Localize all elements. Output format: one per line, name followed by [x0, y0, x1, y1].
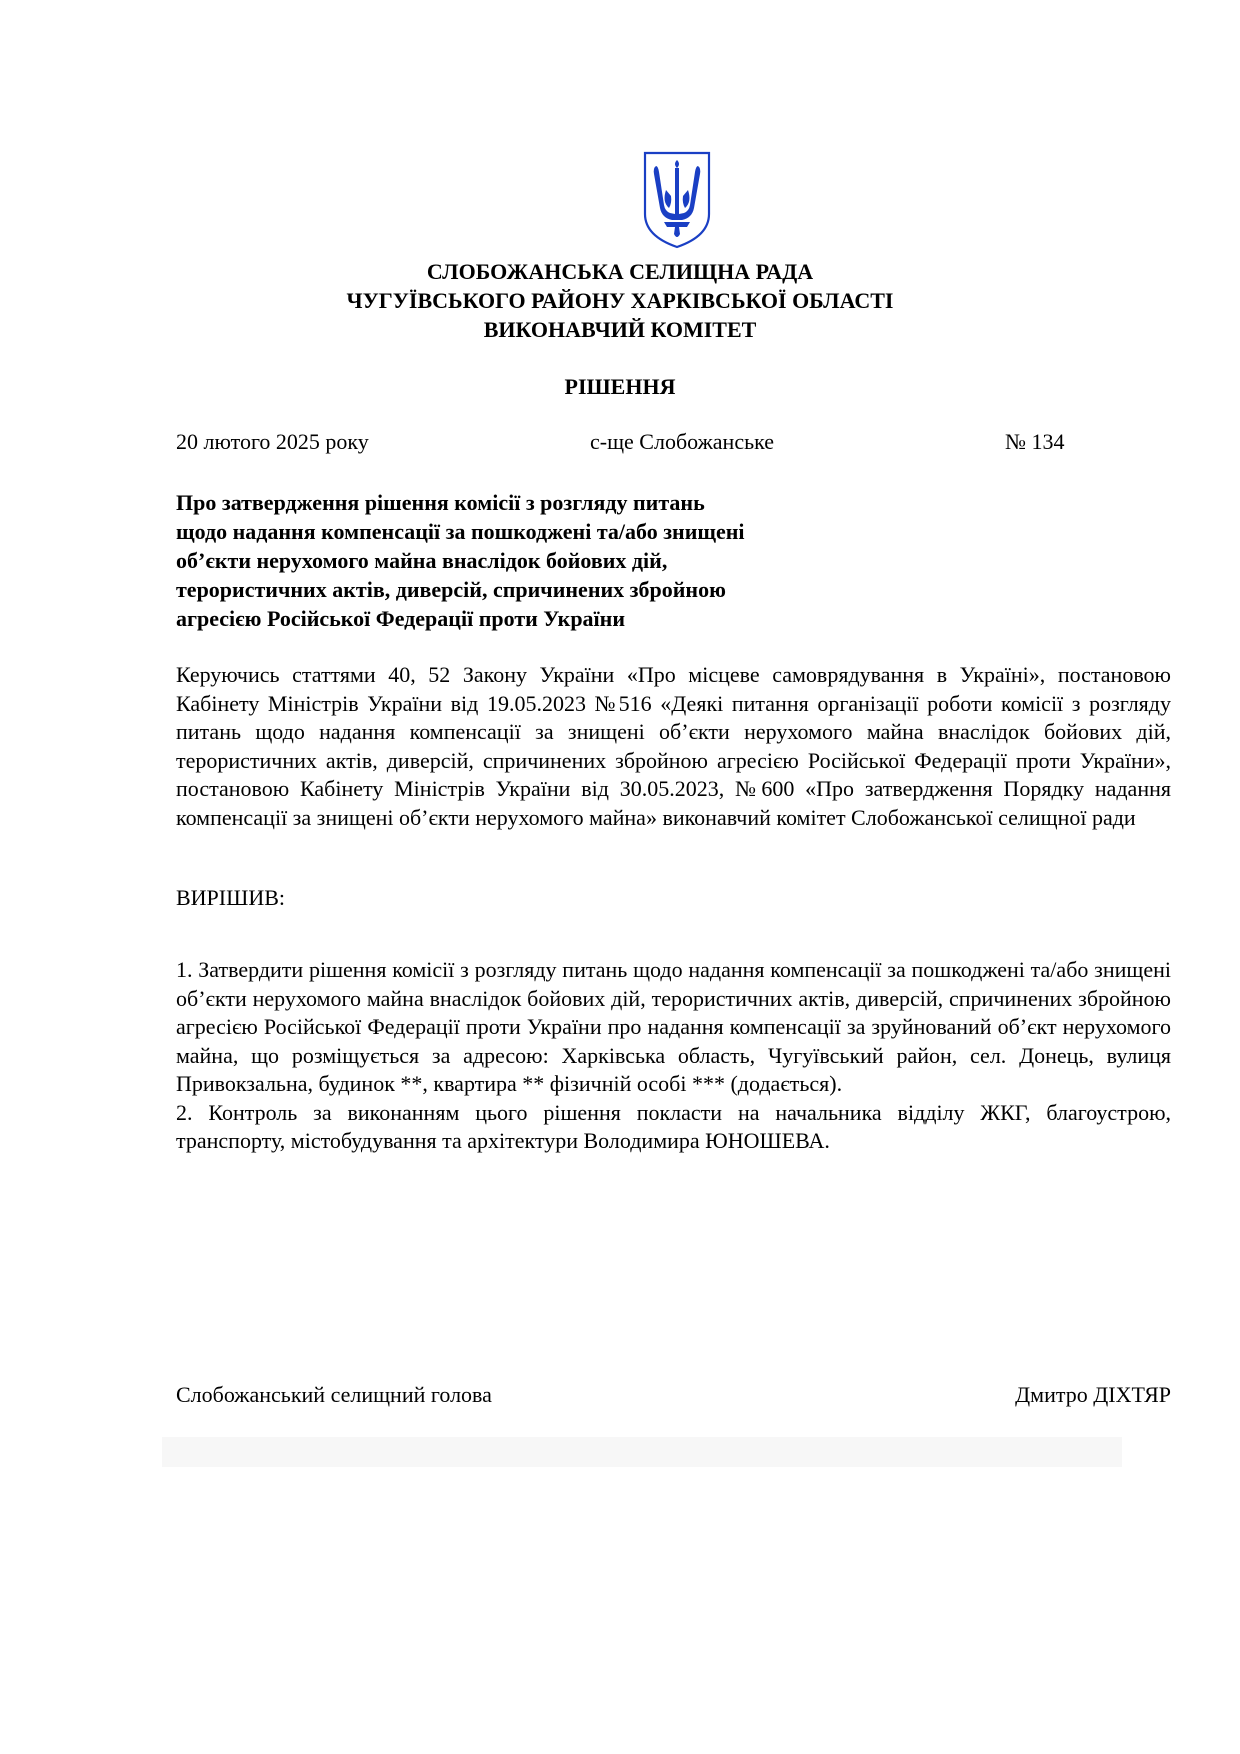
preamble-paragraph: Керуючись статтями 40, 52 Закону України «Про місцеве самоврядування в Україні», постановою Кабінету Міністрів України від 19.05.2023 №516 «Деякі питання організації роботи комісії з розгляду питань щодо надання компенсації за знищені об’єкти нерухомого майна внаслідок бойових дій, терористичних актів, диверсій, спричинених збройною агресією Російської Федерації проти України», постановою Кабінету Міністрів України від 30.05.2023, №600 «Про затвердження Порядку надання компенсації за знищені об’єкти нерухомого майна» виконавчий комітет Слобожанської селищної ради — [176, 662, 1171, 830]
trident-coat-of-arms-icon — [642, 150, 712, 250]
subject-line: об’єкти нерухомого майна внаслідок бойових дій, — [176, 548, 668, 573]
document-place: с-ще Слобожанське — [590, 429, 775, 454]
subject-line: терористичних актів, диверсій, спричинених збройною — [176, 577, 726, 602]
organization-header — [0, 257, 1240, 344]
document-subject — [176, 488, 836, 633]
decision-item: 2. Контроль за виконанням цього рішення покласти на начальника відділу ЖКГ, благоустрою, транспорту, містобудування та архітектури Володимира ЮНОШЕВА. — [176, 1099, 1171, 1153]
district-region-name: ЧУГУЇВСЬКОГО РАЙОНУ ХАРКІВСЬКОЇ ОБЛАСТІ — [346, 288, 894, 313]
decision-items — [176, 956, 1171, 1156]
document-meta — [176, 429, 1076, 459]
subject-line: агресією Російської Федерації проти України — [176, 606, 626, 631]
decision-item: 1. Затвердити рішення комісії з розгляду питань щодо надання компенсації за пошкоджені та/або знищені об’єкти нерухомого майна внаслідок бойових дій, терористичних актів, диверсій, спричинених збройною агресією Російської Федерації проти України про надання компенсації за зруйнований об’єкт нерухомого майна, що розміщується за адресою: Харківська область, Чугуївський район, сел. Донець, вулиця Привокзальна, будинок **, квартира ** фізичній особі *** (додається). — [176, 957, 1171, 1096]
subject-line: щодо надання компенсації за пошкоджені та/або знищені — [176, 519, 745, 544]
document-number: № 134 — [1005, 429, 1065, 454]
council-name: СЛОБОЖАНСЬКА СЕЛИЩНА РАДА — [426, 259, 814, 284]
signatory-position: Слобожанський селищний голова — [176, 1382, 492, 1407]
executive-committee-name: ВИКОНАВЧИЙ КОМІТЕТ — [483, 317, 757, 342]
scan-shade-band — [162, 1437, 1122, 1467]
document-title: РІШЕННЯ — [564, 374, 676, 399]
signatory-name: Дмитро ДІХТЯР — [1015, 1382, 1171, 1407]
resolved-heading: ВИРІШИВ: — [176, 885, 285, 910]
document-date: 20 лютого 2025 року — [176, 429, 369, 454]
subject-line: Про затвердження рішення комісії з розгляду питань — [176, 490, 705, 515]
signature-block — [176, 1382, 1171, 1412]
